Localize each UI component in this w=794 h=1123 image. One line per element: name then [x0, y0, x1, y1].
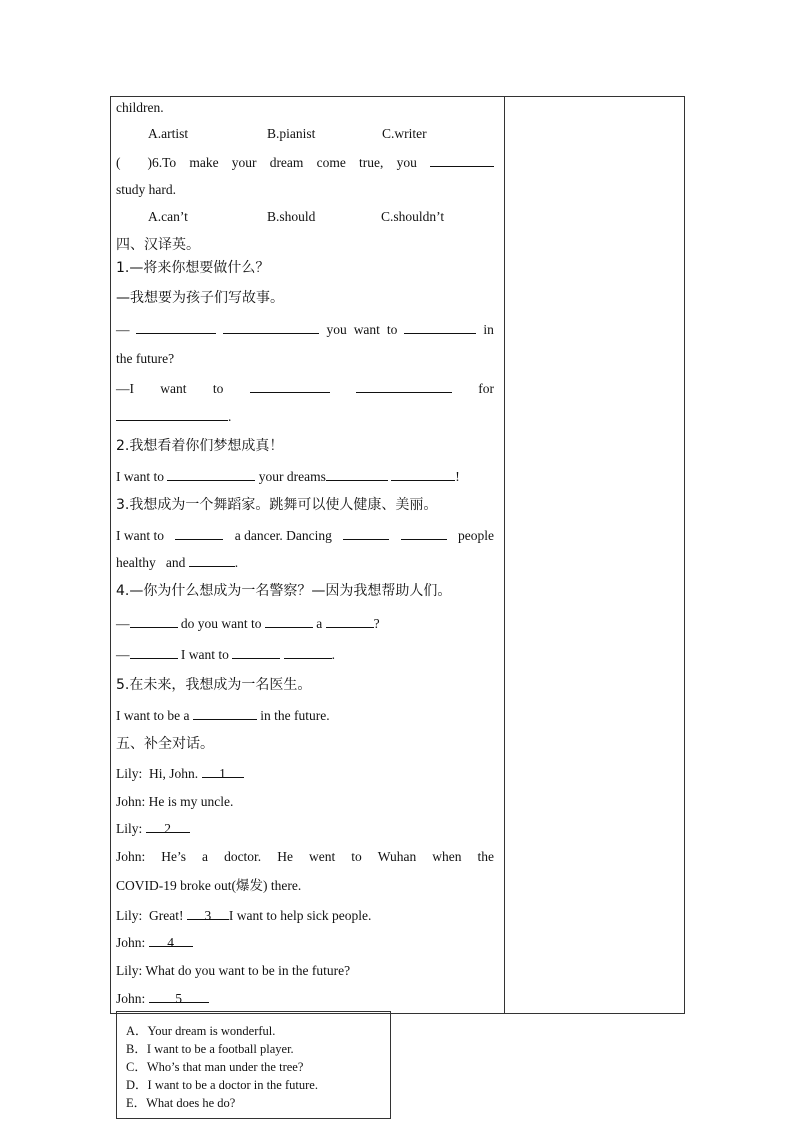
text: your dreams — [258, 469, 326, 484]
word: you — [326, 322, 347, 337]
text: I want to — [116, 528, 164, 543]
word: for — [478, 381, 494, 396]
dialog-blank-4[interactable]: 4 — [149, 934, 193, 947]
answer-blank[interactable] — [232, 646, 280, 659]
q6-word: you — [396, 155, 417, 170]
dialog-blank-1[interactable]: 1 — [202, 765, 244, 778]
dialog-blank-2[interactable]: 2 — [146, 820, 190, 833]
option-b: B．I want to be a football player. — [126, 1042, 294, 1056]
answer-blank[interactable] — [223, 321, 319, 334]
dialog-blank-3[interactable]: 3 — [187, 907, 229, 920]
dash: — — [116, 322, 130, 337]
dialog-line-1 — [116, 765, 244, 783]
answer-blank[interactable] — [250, 380, 330, 393]
text: I want to — [180, 647, 229, 662]
answer-blank[interactable] — [430, 154, 494, 167]
text: I want to — [116, 469, 164, 484]
word: —I — [116, 381, 134, 396]
q6-number: ( )6.To — [116, 155, 177, 170]
text: a — [316, 616, 323, 631]
word: want — [160, 381, 187, 396]
table-column-divider — [504, 96, 505, 1014]
s4-q2-english — [116, 468, 460, 486]
s4-q1-line2: the future? — [116, 351, 175, 366]
q6-option-c: C.shouldn’t — [381, 209, 445, 224]
dialog-line-7 — [116, 934, 193, 952]
word: John: — [116, 849, 146, 864]
text: Lily: — [116, 821, 143, 836]
dialog-line-4 — [116, 848, 494, 866]
dash: — — [116, 647, 130, 662]
answer-blank[interactable] — [284, 646, 332, 659]
q6-word: come — [316, 155, 346, 170]
answer-blank[interactable] — [130, 646, 178, 659]
s4-q1-chinese-answer: —我想要为孩子们写故事。 — [116, 290, 284, 306]
text: healthy and — [116, 555, 186, 570]
s4-q4-line1 — [116, 615, 380, 633]
answer-blank[interactable] — [391, 468, 455, 481]
answer-blank[interactable] — [116, 408, 228, 421]
word: in — [483, 322, 494, 337]
q5-option-a: A.artist — [148, 126, 189, 141]
s4-q4-line2 — [116, 646, 335, 664]
s4-q5-chinese: 5.在未来，我想成为一名医生。 — [116, 677, 312, 693]
q6-option-b: B.should — [267, 209, 316, 224]
q5-option-b: B.pianist — [267, 126, 316, 141]
text: John: — [116, 935, 146, 950]
s4-q3-chinese: 3.我想成为一个舞蹈家。跳舞可以使人健康、美丽。 — [116, 497, 438, 513]
q6-word: dream — [269, 155, 304, 170]
dash: — — [116, 616, 130, 631]
word: He’s — [161, 849, 187, 864]
q5-tail: children. — [116, 100, 164, 115]
text: a dancer. Dancing — [234, 528, 332, 543]
q5-option-c: C.writer — [382, 126, 427, 141]
option-a: A．Your dream is wonderful. — [126, 1024, 276, 1038]
s4-q1-chinese: 1.—将来你想要做什么？ — [116, 260, 270, 276]
s4-q1-line1 — [116, 321, 494, 339]
answer-blank[interactable] — [343, 527, 389, 540]
word: to — [212, 381, 224, 396]
text: Lily: Great! — [116, 908, 184, 923]
answer-blank[interactable] — [326, 615, 374, 628]
answer-blank[interactable] — [265, 615, 313, 628]
answer-blank[interactable] — [404, 321, 476, 334]
text: I want to help sick people. — [228, 908, 372, 923]
word: doctor. — [224, 849, 262, 864]
word: the — [477, 849, 494, 864]
q6-word: true, — [359, 155, 384, 170]
answer-blank[interactable] — [136, 321, 216, 334]
q6-word: make — [189, 155, 219, 170]
s4-q2-chinese: 2.我想看着你们梦想成真！ — [116, 438, 284, 454]
text: ! — [455, 469, 460, 484]
answer-blank[interactable] — [167, 468, 255, 481]
word: to — [386, 322, 398, 337]
dialog-line-9 — [116, 990, 209, 1008]
text: in the future. — [260, 708, 330, 723]
answer-blank[interactable] — [193, 707, 257, 720]
s4-q1-line3 — [116, 380, 494, 398]
answer-blank[interactable] — [326, 468, 388, 481]
word: want — [353, 322, 380, 337]
answer-blank[interactable] — [130, 615, 178, 628]
word: when — [432, 849, 462, 864]
dialog-line-8: Lily: What do you want to be in the future? — [116, 963, 351, 978]
s4-q5-english — [116, 707, 330, 725]
answer-blank[interactable] — [401, 527, 447, 540]
option-c: C．Who’s that man under the tree? — [126, 1060, 304, 1074]
dialog-line-5: COVID-19 broke out(爆发) there. — [116, 878, 302, 893]
text: ? — [373, 616, 380, 631]
text: do you want to — [180, 616, 262, 631]
option-d: D．I want to be a doctor in the future. — [126, 1078, 318, 1092]
word: to — [351, 849, 362, 864]
dialog-line-6 — [116, 907, 371, 925]
text: John: — [116, 991, 146, 1006]
word: a — [202, 849, 209, 864]
q6-word: your — [231, 155, 257, 170]
answer-blank[interactable] — [189, 554, 235, 567]
answer-blank[interactable] — [175, 527, 223, 540]
answer-blank[interactable] — [356, 380, 452, 393]
word: went — [308, 849, 336, 864]
dialog-line-3 — [116, 820, 190, 838]
s4-q4-chinese: 4.—你为什么想成为一名警察？—因为我想帮助人们。 — [116, 583, 452, 599]
dialog-blank-5[interactable]: 5 — [149, 990, 209, 1003]
period: . — [228, 409, 232, 424]
s4-q3-english-2 — [116, 554, 238, 572]
q6-question — [116, 154, 494, 172]
word: He — [277, 849, 293, 864]
word: Wuhan — [377, 849, 417, 864]
text: I want to be a — [116, 708, 190, 723]
text: Lily: Hi, John. — [116, 766, 199, 781]
dialog-line-2: John: He is my uncle. — [116, 794, 234, 809]
q6-tail: study hard. — [116, 182, 176, 197]
s4-q1-line4 — [116, 408, 231, 426]
text: . — [234, 555, 239, 570]
q6-option-a: A.can’t — [148, 209, 188, 224]
section-5-title: 五、补全对话。 — [116, 736, 214, 752]
section-4-title: 四、汉译英。 — [116, 237, 200, 253]
s4-q3-english — [116, 527, 494, 545]
text: people — [457, 528, 494, 543]
option-e: E．What does he do? — [126, 1096, 236, 1110]
text: . — [331, 647, 335, 662]
